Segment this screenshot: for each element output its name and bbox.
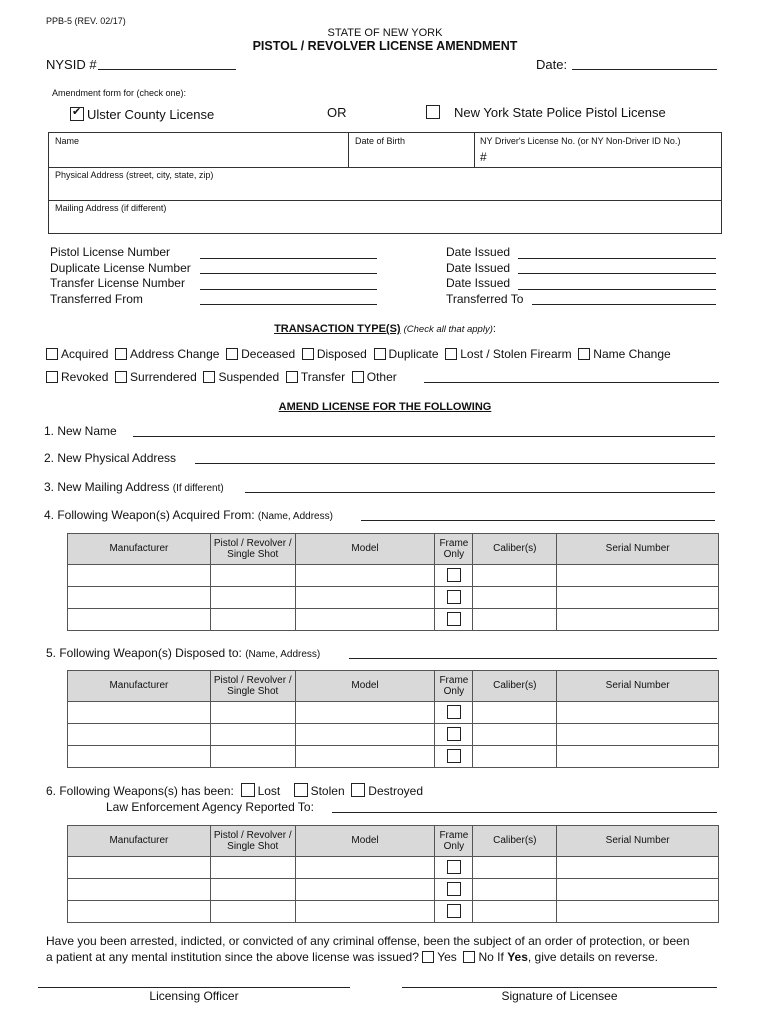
nysp-checkbox[interactable] [426,105,440,119]
transaction-row-2 [46,370,397,384]
col-caliber: Caliber(s) [473,826,557,857]
lost-weapons-table [67,825,719,923]
transaction-heading: TRANSACTION TYPE(S) (Check all that apply): [274,323,496,335]
date-issued-label-3: Date Issued [446,276,511,290]
license-labels-left [50,245,191,307]
surrendered-option[interactable]: Surrendered [115,370,197,384]
revoked-option[interactable]: Revoked [46,370,108,384]
transfer-option[interactable]: Transfer [286,370,345,384]
col-manufacturer: Manufacturer [68,826,211,857]
table-row [68,857,719,879]
suspended-option[interactable]: Suspended [203,370,279,384]
table-row [68,587,719,609]
name-change-option[interactable]: Name Change [578,347,670,361]
agency-field[interactable] [332,812,717,813]
frame-only-checkbox[interactable] [447,882,461,896]
ulster-checkbox[interactable] [70,107,84,121]
dob-label: Date of Birth [355,136,406,146]
frame-only-checkbox[interactable] [447,568,461,582]
new-physical-field[interactable] [195,463,715,464]
name-label: Name [55,136,80,146]
form-id: PPB-5 (REV. 02/17) [46,16,126,26]
weapons-status-row: 6. Following Weapons(s) has been: Lost Stolen Destroyed [46,784,423,798]
new-physical-label: 2. New Physical Address [44,451,177,465]
other-option[interactable]: Other [352,370,397,384]
disposed-option[interactable]: Disposed [302,347,367,361]
nysid-field[interactable] [98,69,236,70]
license-no-label: NY Driver's License No. (or NY Non-Driver ID No.) [480,136,681,146]
or-text: OR [327,105,347,120]
duplicate-option[interactable]: Duplicate [374,347,439,361]
address-change-option[interactable]: Address Change [115,347,219,361]
col-serial: Serial Number [557,671,719,702]
ulster-label: Ulster County License [87,107,215,122]
transferred-to-label: Transferred To [446,291,524,306]
lost-stolen-option[interactable]: Lost / Stolen Firearm [445,347,571,361]
col-serial: Serial Number [557,826,719,857]
criminal-question-line2: a patient at any mental institution since the above license was issued? Yes No If Yes, give details on reverse. [46,950,658,964]
table-row [68,879,719,901]
license-labels-right [446,245,523,307]
table-row [68,724,719,746]
other-field[interactable] [424,382,719,383]
acquired-from-field[interactable] [361,520,715,521]
new-name-label: 1. New Name [44,424,117,438]
personal-info-box [48,132,722,234]
table-row [68,746,719,768]
table-row [68,901,719,923]
page-title: PISTOL / REVOLVER LICENSE AMENDMENT [252,39,518,53]
transaction-title: TRANSACTION TYPE(S) [274,323,401,335]
col-manufacturer: Manufacturer [68,534,211,565]
acquired-weapons-table [67,533,719,631]
new-name-field[interactable] [133,436,715,437]
frame-only-checkbox[interactable] [447,904,461,918]
mailing-address-label: Mailing Address (if different) [55,203,167,213]
col-frame-only: Frame Only [435,671,473,702]
acquired-option[interactable]: Acquired [46,347,108,361]
transfer-license-label: Transfer License Number [50,276,185,290]
officer-signature-line[interactable] [38,987,350,988]
col-caliber: Caliber(s) [473,671,557,702]
yes-option[interactable]: Yes [422,950,457,964]
new-mailing-label: 3. New Mailing Address (If different) [44,480,224,494]
no-option[interactable]: No [463,950,493,964]
table-row [68,702,719,724]
frame-only-checkbox[interactable] [447,860,461,874]
col-manufacturer: Manufacturer [68,671,211,702]
agency-label: Law Enforcement Agency Reported To: [106,800,314,814]
date-field[interactable] [572,69,717,70]
nysp-label: New York State Police Pistol License [454,105,666,120]
col-type: Pistol / Revolver / Single Shot [210,826,295,857]
transaction-row-1 [46,347,671,361]
option-ulster[interactable] [70,107,214,122]
frame-only-checkbox[interactable] [447,705,461,719]
duplicate-license-field[interactable] [200,273,377,274]
physical-address-label: Physical Address (street, city, state, zip) [55,170,214,180]
col-caliber: Caliber(s) [473,534,557,565]
transferred-to-field[interactable] [532,304,716,305]
licensee-label: Signature of Licensee [501,989,618,1003]
disposed-to-label: 5. Following Weapon(s) Disposed to: (Name, Address) [46,646,321,660]
frame-only-checkbox[interactable] [447,590,461,604]
table-row [68,565,719,587]
col-model: Model [295,826,435,857]
frame-only-checkbox[interactable] [447,612,461,626]
option-nysp[interactable] [426,105,666,120]
license-hash: # [480,150,487,164]
transaction-note: (Check all that apply) [403,324,493,335]
duplicate-license-label: Duplicate License Number [50,260,191,275]
date-issued-field-2[interactable] [518,273,716,274]
date-issued-label-1: Date Issued [446,245,511,259]
transferred-from-label: Transferred From [50,291,143,306]
destroyed-option[interactable]: Destroyed [351,784,423,798]
disposed-to-field[interactable] [349,658,717,659]
date-issued-field-3[interactable] [518,289,716,290]
deceased-option[interactable]: Deceased [226,347,295,361]
state-heading: STATE OF NEW YORK [327,27,443,39]
col-type: Pistol / Revolver / Single Shot [210,534,295,565]
transferred-from-field[interactable] [200,304,377,305]
officer-label: Licensing Officer [149,989,239,1003]
date-label: Date: [536,57,568,72]
col-serial: Serial Number [557,534,719,565]
stolen-option[interactable]: Stolen [294,784,345,798]
new-mailing-field[interactable] [245,492,715,493]
criminal-question-line1: Have you been arrested, indicted, or convicted of any criminal offense, been the subject of an order of protection, or been [46,934,690,948]
table-row [68,609,719,631]
disposed-weapons-table [67,670,719,768]
amendment-label: Amendment form for (check one): [52,88,187,98]
transfer-license-field[interactable] [200,289,377,290]
col-model: Model [295,671,435,702]
date-issued-field-1[interactable] [518,258,716,259]
col-frame-only: Frame Only [435,534,473,565]
pistol-license-field[interactable] [200,258,377,259]
col-frame-only: Frame Only [435,826,473,857]
licensee-signature-line[interactable] [402,987,717,988]
col-model: Model [295,534,435,565]
date-issued-label-2: Date Issued [446,260,511,275]
nysid-label: NYSID # [46,57,97,72]
frame-only-checkbox[interactable] [447,749,461,763]
frame-only-checkbox[interactable] [447,727,461,741]
amend-heading: AMEND LICENSE FOR THE FOLLOWING [278,401,492,413]
pistol-license-label: Pistol License Number [50,245,171,259]
lost-option[interactable]: Lost [241,784,281,798]
acquired-from-label: 4. Following Weapon(s) Acquired From: (Name, Address) [44,508,333,522]
col-type: Pistol / Revolver / Single Shot [210,671,295,702]
